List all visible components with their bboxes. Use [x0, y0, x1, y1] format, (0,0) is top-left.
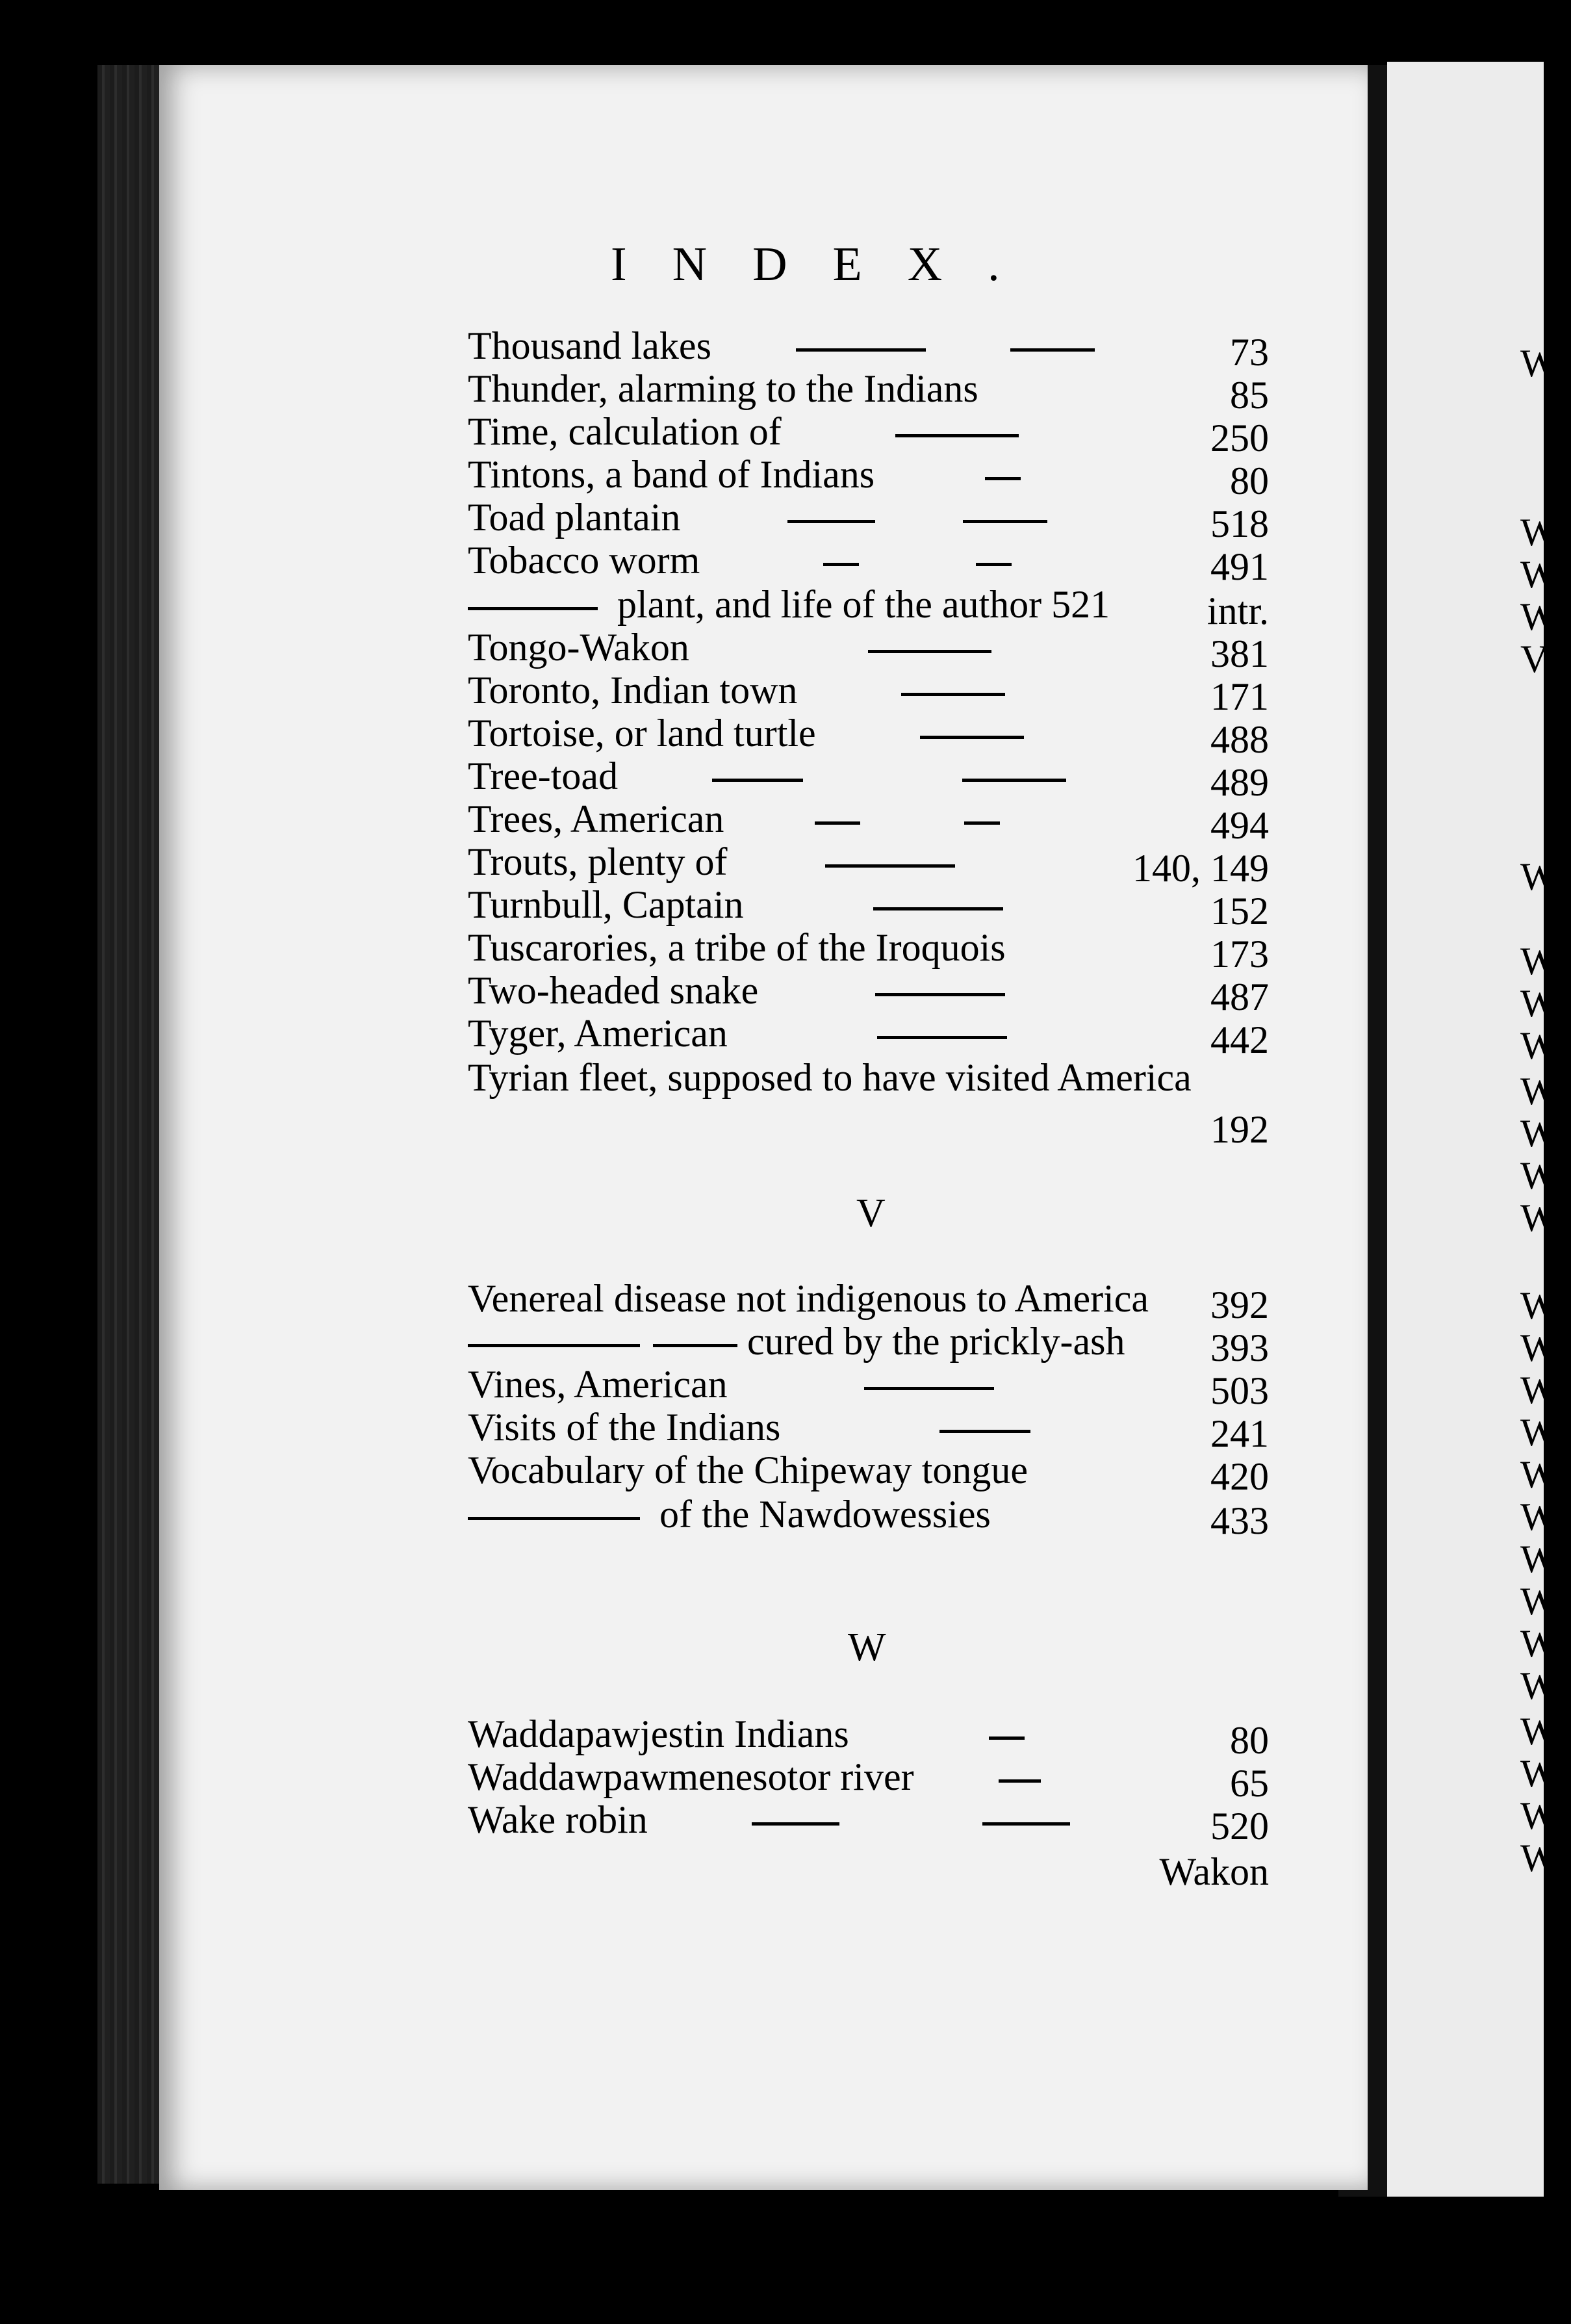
- index-page-number: 520: [1210, 1805, 1269, 1848]
- index-page-number: 152: [1210, 890, 1269, 933]
- index-entry: plant, and life of the author 521: [468, 585, 1110, 624]
- index-entry: Tongo-Wakon: [468, 628, 991, 667]
- index-entry: Tyrian fleet, supposed to have visited America: [468, 1056, 1192, 1099]
- index-entry: Tobacco worm: [468, 541, 1012, 580]
- index-entry: Tintons, a band of Indians: [468, 455, 1021, 494]
- index-entry: Wake robin: [468, 1800, 1070, 1839]
- index-entry: cured by the prickly-ash: [468, 1322, 1125, 1361]
- index-page-number: 503: [1210, 1369, 1269, 1412]
- facing-page-edge: [1387, 62, 1571, 2197]
- index-entry: Time, calculation of: [468, 412, 1019, 451]
- facing-fragment: W: [1520, 1664, 1557, 1707]
- facing-fragment: W: [1520, 855, 1557, 898]
- index-page-number: 73: [1230, 331, 1269, 374]
- index-entry: Waddapawjestin Indians: [468, 1714, 1025, 1753]
- catchword: Wakon: [1159, 1850, 1269, 1893]
- index-page-number: 171: [1210, 675, 1269, 718]
- facing-fragment: We: [1520, 1752, 1571, 1795]
- index-page-number: 442: [1210, 1018, 1269, 1061]
- index-entry: Turnbull, Captain: [468, 885, 1003, 924]
- index-entry: Thunder, alarming to the Indians: [468, 367, 978, 410]
- section-letter-v: V: [856, 1191, 886, 1235]
- index-entry: Tortoise, or land turtle: [468, 714, 1024, 753]
- facing-fragment: W: [1520, 1453, 1557, 1496]
- facing-fragment: W: [1520, 1196, 1557, 1239]
- facing-fragment: We: [1520, 1794, 1571, 1837]
- index-page-number: 487: [1210, 975, 1269, 1018]
- index-page-number: 241: [1210, 1412, 1269, 1455]
- index-page-number: intr.: [1207, 589, 1269, 632]
- index-entry: Visits of the Indians: [468, 1408, 1030, 1447]
- facing-fragment: W: [1520, 553, 1557, 596]
- facing-fragment: W: [1520, 595, 1557, 638]
- index-page-number: 381: [1210, 632, 1269, 675]
- index-page-number: 80: [1230, 459, 1269, 502]
- facing-fragment: W: [1520, 1411, 1557, 1454]
- index-entry: Trouts, plenty of: [468, 842, 955, 881]
- facing-fragment: We: [1520, 1837, 1571, 1879]
- index-page-number: 433: [1210, 1499, 1269, 1542]
- facing-fragment: W: [1520, 1024, 1557, 1067]
- index-page-number: 420: [1210, 1455, 1269, 1498]
- index-entry: Waddawpawmenesotor river: [468, 1757, 1041, 1796]
- index-page-number: 393: [1210, 1326, 1269, 1369]
- facing-fragment: W: [1520, 511, 1557, 554]
- index-page-number: 65: [1230, 1762, 1269, 1805]
- facing-fragment: W: [1520, 1112, 1557, 1155]
- facing-fragment: W: [1520, 1495, 1557, 1538]
- section-letter-w: W: [848, 1625, 886, 1670]
- index-entry: Tuscarories, a tribe of the Iroquois: [468, 926, 1006, 969]
- index-page-number: 192: [1210, 1108, 1269, 1151]
- facing-fragment: We: [1520, 1710, 1571, 1753]
- index-entry: Two-headed snake: [468, 971, 1005, 1010]
- index-entry: of the Nawdowessies: [468, 1495, 991, 1534]
- index-page-number: 250: [1210, 417, 1269, 459]
- index-page-number: 392: [1210, 1284, 1269, 1326]
- facing-fragment: W: [1520, 940, 1557, 983]
- facing-fragment: W: [1520, 1580, 1557, 1623]
- facing-fragment: V: [1520, 638, 1549, 680]
- index-entry: Tyger, American: [468, 1014, 1007, 1053]
- index-entry: Trees, American: [468, 799, 1000, 838]
- facing-fragment: W: [1520, 982, 1557, 1025]
- facing-fragment: W: [1520, 342, 1557, 385]
- facing-fragment: W: [1520, 1538, 1557, 1581]
- index-page-number: 491: [1210, 545, 1269, 588]
- index-entry: Toad plantain: [468, 498, 1047, 537]
- facing-fragment: W: [1520, 1369, 1557, 1412]
- index-entry: Venereal disease not indigenous to America: [468, 1277, 1149, 1320]
- index-entry: Tree-toad: [468, 756, 1066, 795]
- facing-fragment: W: [1520, 1622, 1557, 1665]
- facing-fragment: W: [1520, 1326, 1557, 1369]
- facing-fragment: W: [1520, 1154, 1557, 1197]
- page-heading: INDEX.: [611, 238, 1045, 291]
- index-entry: Vocabulary of the Chipeway tongue: [468, 1449, 1028, 1491]
- index-entry: Toronto, Indian town: [468, 671, 1005, 710]
- index-page-number: 85: [1230, 374, 1269, 417]
- index-page-number: 488: [1210, 718, 1269, 761]
- index-entry: Thousand lakes: [468, 326, 1095, 365]
- index-page-number: 140, 149: [1132, 847, 1269, 890]
- index-page-number: 173: [1210, 933, 1269, 975]
- index-entry: Vines, American: [468, 1365, 994, 1404]
- index-page-number: 80: [1230, 1719, 1269, 1762]
- facing-fragment: W: [1520, 1070, 1557, 1113]
- index-page-number: 518: [1210, 502, 1269, 545]
- facing-fragment: W: [1520, 1284, 1557, 1327]
- index-page-number: 494: [1210, 804, 1269, 847]
- index-page-number: 489: [1210, 761, 1269, 804]
